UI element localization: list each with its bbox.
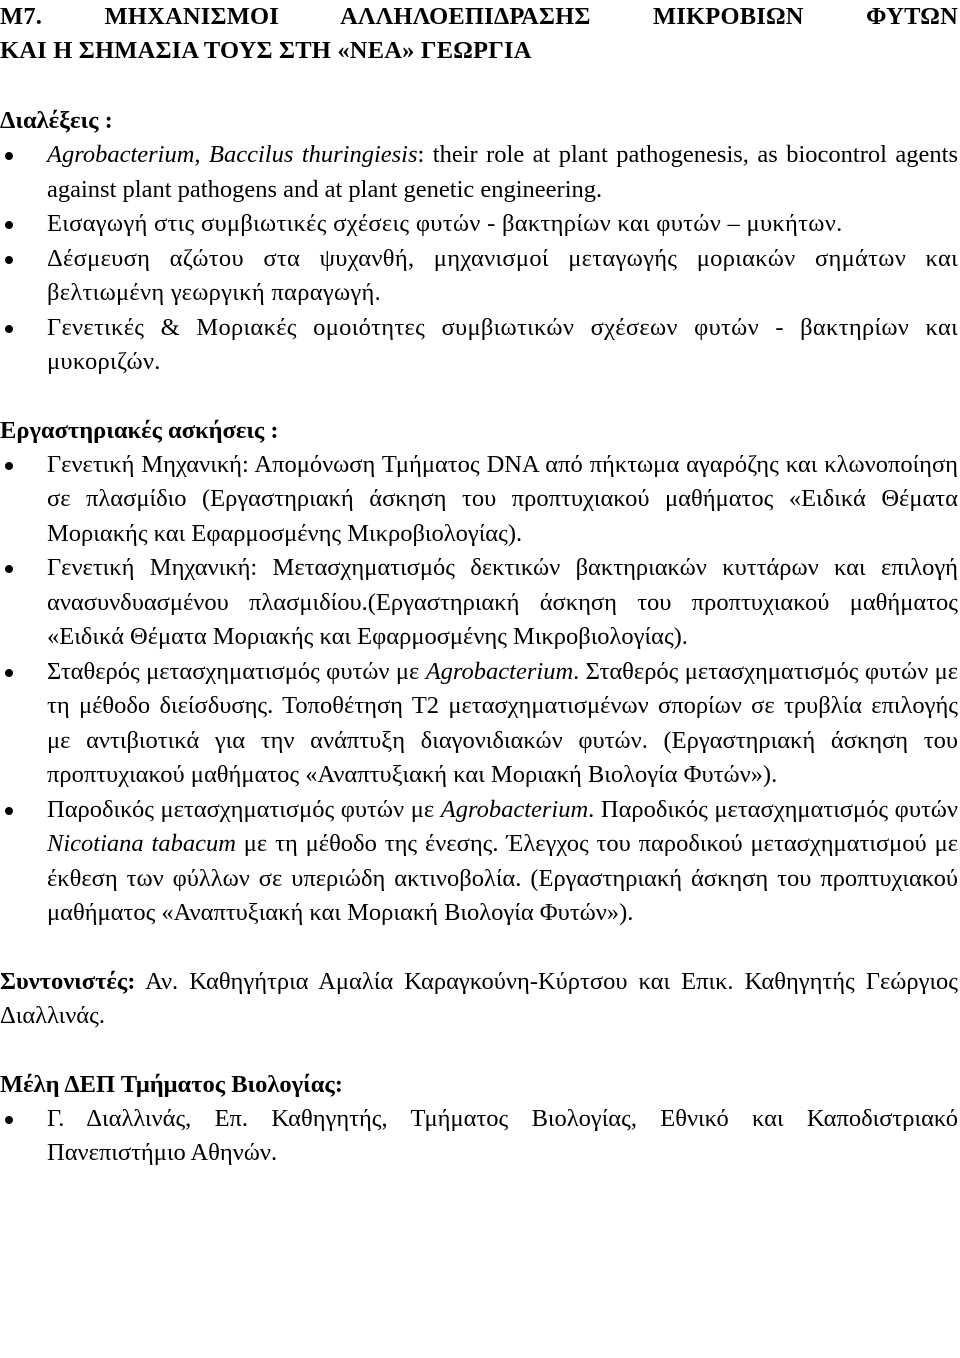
- course-title-line-2: ΚΑΙ Η ΣΗΜΑΣΙΑ ΤΟΥΣ ΣΤΗ «ΝΕΑ» ΓΕΩΡΓΙΑ: [0, 37, 532, 64]
- bullet-icon: [5, 807, 13, 815]
- plant-species-name: Nicotiana tabacum: [47, 830, 236, 857]
- list-item: [0, 311, 958, 380]
- lab-text: Γενετική Μηχανική: Μετασχηματισμός δεκτικών βακτηριακών κυττάρων και επιλογή ανασυνδυασμένου πλασμιδίου.(Εργαστηριακή άσκηση του προπτυχιακού μαθήματος «Ειδικά Θέματα Μοριακής και Εφαρμοσμένης Μικροβιολογίας).: [47, 554, 958, 650]
- bullet-icon: [5, 565, 13, 573]
- lab-text-post: με τη μέθοδο της ένεσης. Έλεγχος του παροδικού μετασχηματισμού με έκθεση των φύλλων σε υπεριώδη ακτινοβολία. (Εργαστηριακή άσκηση του προπτυχιακού μαθήματος «Αναπτυξιακή και Μοριακή Βιολογία Φυτών»).: [47, 830, 958, 926]
- lecture-text: : their role at plant pathogenesis, as biocontrol agents against plant pathogens and at plant genetic engineering.: [47, 141, 958, 203]
- list-item: [0, 207, 958, 242]
- coordinators-text: Αν. Καθηγήτρια Αμαλία Καραγκούνη-Κύρτσου και Επικ. Καθηγητής Γεώργιος Διαλλινάς.: [0, 967, 958, 1029]
- list-item: [0, 138, 958, 207]
- lectures-heading: Διαλέξεις :: [0, 107, 113, 134]
- lab-text-pre: Παροδικός μετασχηματισμός φυτών με: [47, 795, 441, 823]
- list-item: [0, 793, 958, 931]
- member-text: Γ. Διαλλινάς, Επ. Καθηγητής, Τμήματος Βιολογίας, Εθνικό και Καποδιστριακό Πανεπιστήμιο Αθηνών.: [47, 1104, 958, 1166]
- bullet-icon: [5, 462, 13, 470]
- list-item: [0, 448, 958, 552]
- bullet-icon: [5, 325, 13, 333]
- bullet-icon: [5, 256, 13, 264]
- course-title: [0, 0, 958, 68]
- organism-name: Agrobacterium: [440, 795, 589, 823]
- list-item: [0, 1102, 958, 1171]
- lab-text-pre: Σταθερός μετασχηματισμός φυτών με: [47, 657, 426, 685]
- course-title-line-1: Μ7. ΜΗΧΑΝΙΣΜΟΙ ΑΛΛΗΛΟΕΠΙΔΡΑΣΗΣ ΜΙΚΡΟΒΙΩΝ ΦΥΤΩΝ: [0, 3, 958, 30]
- members-list: [0, 1102, 958, 1171]
- lecture-text: Εισαγωγή στις συμβιωτικές σχέσεις φυτών - βακτηρίων και φυτών – μυκήτων.: [47, 210, 843, 237]
- labs-list: [0, 448, 958, 931]
- bullet-icon: [5, 1116, 13, 1124]
- lecture-text: Γενετικές & Μοριακές ομοιότητες συμβιωτικών σχέσεων φυτών - βακτηρίων και μυκοριζών.: [47, 313, 958, 375]
- bullet-icon: [5, 152, 13, 160]
- lab-text: Γενετική Μηχανική: Απομόνωση Τμήματος DNA από πήκτωμα αγαρόζης και κλωνοποίηση σε πλασμίδιο (Εργαστηριακή άσκηση του προπτυχιακού μαθήματος «Ειδικά Θέματα Μοριακής και Εφαρμοσμένης Μικροβιολογίας).: [47, 450, 958, 547]
- members-heading: Μέλη ΔΕΠ Τμήματος Βιολογίας:: [0, 1070, 343, 1098]
- lab-text-mid: . Παροδικός μετασχηματισμός φυτών: [588, 795, 958, 823]
- bullet-icon: [5, 221, 13, 229]
- list-item: [0, 655, 958, 793]
- lectures-list: [0, 138, 958, 380]
- lab-text-post: . Σταθερός μετασχηματισμός φυτών με τη μέθοδο διείσδυσης. Τοποθέτηση Τ2 μετασχηματισμένων σπορίων σε τρυβλία επιλογής με αντιβιοτικά για την ανάπτυξη διαγονιδιακών φυτών. (Εργαστηριακή άσκηση του προπτυχιακού μαθήματος «Αναπτυξιακή και Μοριακή Βιολογία Φυτών»).: [47, 657, 958, 788]
- organism-name: Agrobacterium: [425, 657, 574, 685]
- labs-heading: Εργαστηριακές ασκήσεις :: [0, 416, 279, 444]
- coordinators-label: Συντονιστές:: [0, 967, 136, 995]
- list-item: [0, 551, 958, 655]
- coordinators-paragraph: [0, 965, 958, 1034]
- lecture-text: Δέσμευση αζώτου στα ψυχανθή, μηχανισμοί μεταγωγής μοριακών σημάτων και βελτιωμένη γεωργική παραγωγή.: [47, 244, 958, 306]
- bacteria-names: Agrobacterium, Baccilus thuringiesis: [47, 141, 418, 168]
- bullet-icon: [5, 669, 13, 677]
- list-item: [0, 242, 958, 311]
